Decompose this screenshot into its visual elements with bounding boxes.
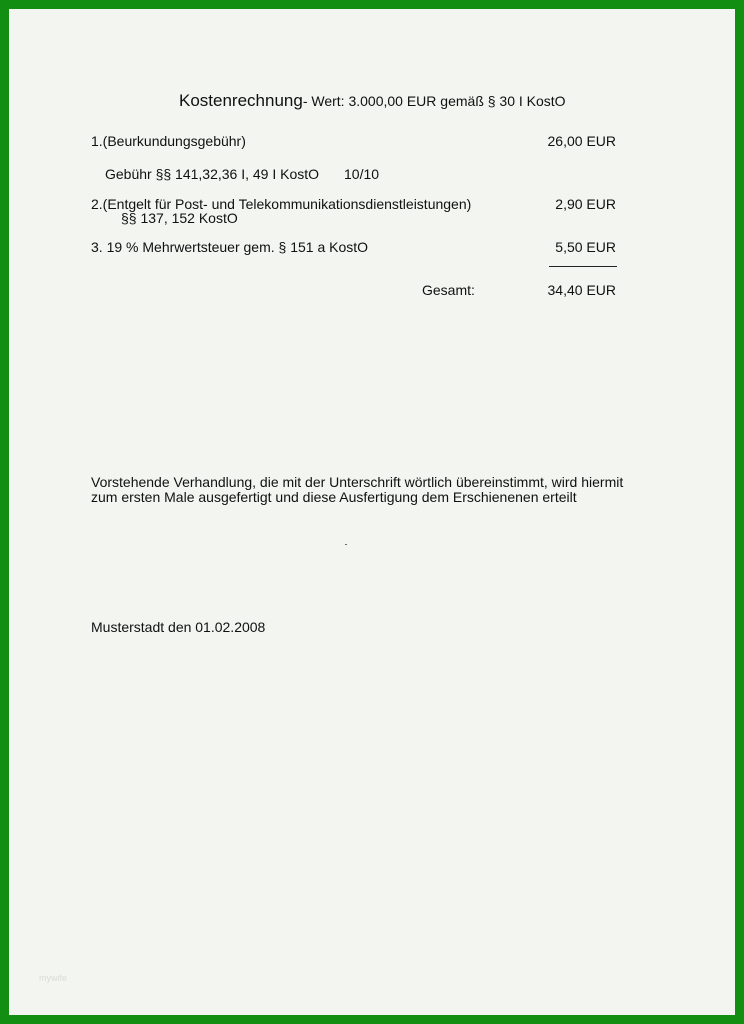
place-date: Musterstadt den 01.02.2008: [91, 619, 266, 635]
item-1-detail-value: 10/10: [344, 166, 380, 182]
item-1-amount: 26,00 EUR: [547, 133, 616, 149]
sum-rule: [549, 266, 617, 267]
document-page: [9, 9, 735, 1015]
certification-line-1: Vorstehende Verhandlung, die mit der Unterschrift wörtlich übereinstimmt, wird hiermit: [91, 474, 624, 490]
item-2-sub: §§ 137, 152 KostO: [121, 210, 238, 226]
total-label: Gesamt:: [422, 282, 475, 298]
item-1-detail: Gebühr §§ 141,32,36 I, 49 I KostO: [105, 166, 320, 182]
item-2-label: 2.(Entgelt für Post- und Telekommunikationsdienstleistungen): [91, 196, 472, 212]
item-3-label: 3. 19 % Mehrwertsteuer gem. § 151 a KostO: [91, 239, 369, 255]
item-1-label: 1.(Beurkundungsgebühr): [91, 133, 246, 149]
watermark: mywife: [39, 973, 68, 983]
item-2-amount: 2,90 EUR: [555, 196, 616, 212]
title-suffix: - Wert: 3.000,00 EUR gemäß § 30 I KostO: [302, 93, 566, 109]
title-main: Kostenrechnung: [179, 91, 303, 110]
document-title: [179, 91, 566, 111]
certification-line-2: zum ersten Male ausgefertigt und diese Ausfertigung dem Erschienenen erteilt: [91, 489, 577, 505]
total-amount: 34,40 EUR: [547, 282, 616, 298]
scan-speck: [345, 544, 347, 545]
item-3-amount: 5,50 EUR: [555, 239, 616, 255]
